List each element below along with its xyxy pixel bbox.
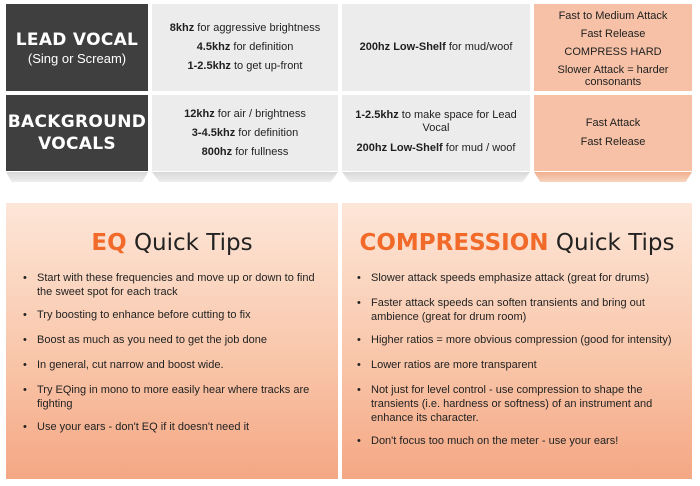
compression-tip-item: • Slower attack speeds emphasize attack (great for drums) [354, 271, 680, 285]
lead-vocal-eq-boost-cell [152, 4, 338, 91]
eq-tip-item: • Try EQing in mono to more easily hear where tracks are fighting [20, 383, 326, 411]
background-vocals-boost-line-2: 3-4.5khz for definition [191, 126, 299, 139]
compression-tip-item: • Faster attack speeds can soften transients and bring out ambience (great for drum room) [354, 296, 680, 324]
compression-tip-item: • Don't focus too much on the meter - use your ears! [354, 434, 680, 448]
eq-tip-item: • Start with these frequencies and move up or down to find the sweet spot for each track [20, 271, 326, 299]
background-vocals-eq-boost-cell [152, 95, 338, 171]
table-ledge-3 [342, 172, 530, 182]
background-vocals-boost-line-1: 12khz for air / brightness [184, 107, 306, 120]
lead-vocal-boost-line-3: 1-2.5khz to get up-front [187, 60, 303, 72]
background-vocals-comp-line-2: Fast Release [580, 136, 646, 148]
lead-vocal-boost-line-1: 8khz for aggressive brightness [169, 22, 321, 34]
background-vocals-comp-line-1: Fast Attack [585, 117, 641, 129]
lead-vocal-boost-line-2: 4.5khz for definition [196, 41, 294, 53]
background-vocals-cut-line-1: 1-2.5khz to make space for Lead Vocal [355, 108, 517, 134]
lead-vocal-label-cell [6, 4, 148, 91]
lead-vocal-comp-line-1: Fast to Medium Attack [558, 10, 668, 22]
lead-vocal-compression-cell [534, 4, 692, 91]
background-vocals-label-cell [6, 95, 148, 171]
lead-vocal-sublabel: (Sing or Scream) [27, 50, 127, 66]
table-ledge-4 [534, 172, 692, 182]
eq-tip-item: • Try boosting to enhance before cutting to fix [20, 308, 326, 322]
compression-tip-item: • Not just for level control - use compression to shape the transients (i.e. hardness or softness) of an instrument and enhance its character. [354, 383, 680, 425]
compression-tips-panel [342, 203, 692, 479]
compression-tips-title: COMPRESSION Quick Tips [359, 230, 675, 256]
eq-tip-item: • Use your ears - don't EQ if it doesn't need it [20, 420, 326, 434]
lead-vocal-eq-cut-cell [342, 4, 530, 91]
compression-tips-list [354, 271, 680, 448]
background-vocals-label: BACKGROUND VOCALS [7, 112, 147, 154]
background-vocals-boost-line-3: 800hz for fullness [201, 145, 289, 158]
lead-vocal-comp-line-3: COMPRESS HARD [564, 46, 662, 58]
background-vocals-cut-line-2: 200hz Low-Shelf for mud / woof [356, 141, 516, 154]
eq-tips-panel [6, 203, 338, 479]
background-vocals-compression-cell [534, 95, 692, 171]
eq-tip-item: • Boost as much as you need to get the job done [20, 333, 326, 347]
table-ledge-2 [152, 172, 338, 182]
eq-tips-list [20, 271, 326, 434]
background-vocals-eq-cut-cell [342, 95, 530, 171]
lead-vocal-comp-line-2: Fast Release [580, 28, 646, 40]
lead-vocal-cut-line-1: 200hz Low-Shelf for mud/woof [359, 41, 513, 53]
eq-tip-item: • In general, cut narrow and boost wide. [20, 358, 326, 372]
eq-tips-title: EQ Quick Tips [91, 230, 253, 256]
table-ledge-1 [6, 172, 148, 182]
lead-vocal-label: LEAD VOCAL [15, 29, 139, 50]
lead-vocal-comp-line-4: Slower Attack = harder consonants [557, 64, 669, 88]
compression-tip-item: • Higher ratios = more obvious compression (good for intensity) [354, 333, 680, 347]
compression-tip-item: • Lower ratios are more transparent [354, 358, 680, 372]
